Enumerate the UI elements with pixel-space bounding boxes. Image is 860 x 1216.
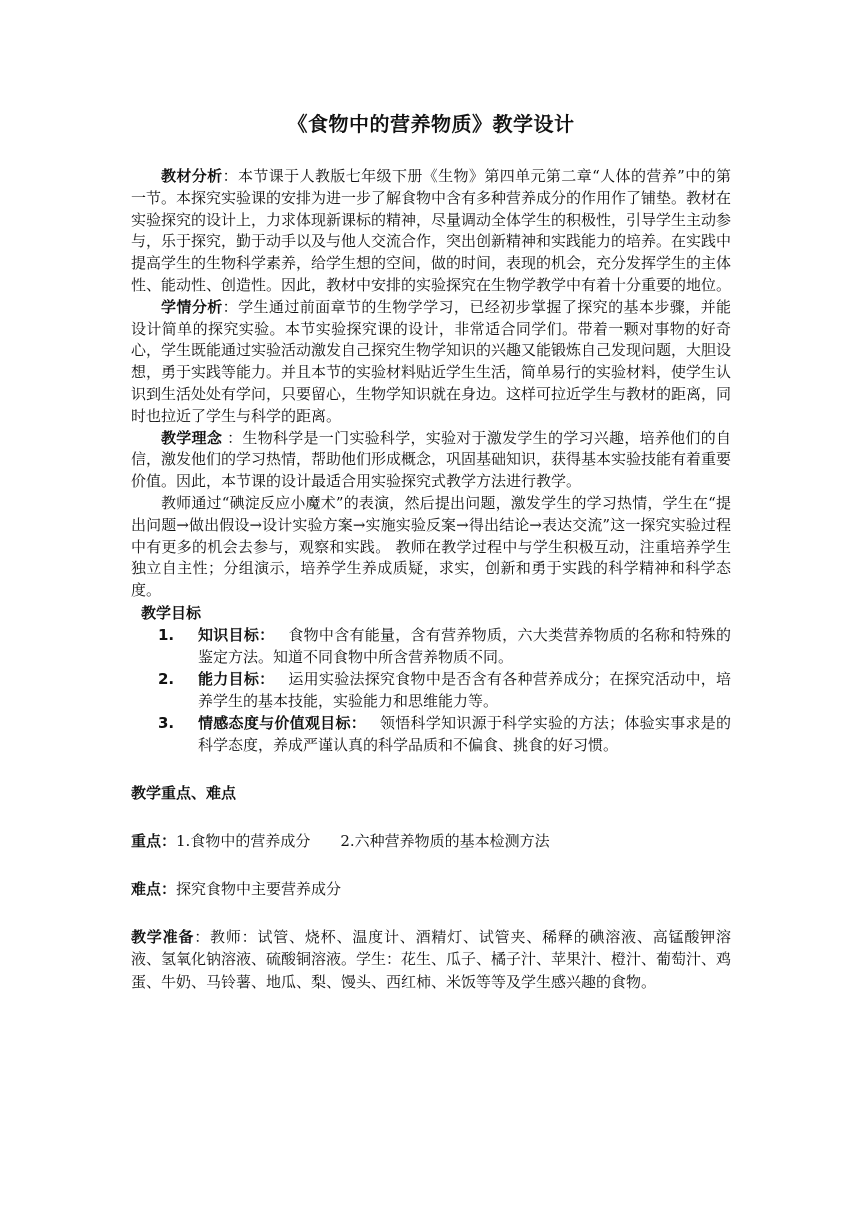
key-points-line: [131, 830, 731, 852]
key-point-item: 1.食物中的营养成分: [176, 831, 311, 850]
document-title: 《食物中的营养物质》教学设计: [287, 112, 575, 136]
objective-item-emotion: [131, 712, 731, 756]
objective-item-ability: [131, 668, 731, 712]
objective-number: 3.: [158, 713, 175, 732]
key-points-heading: 教学重点、难点: [131, 783, 237, 802]
objective-label: 知识目标：: [198, 625, 275, 644]
difficulties-label: 难点：: [131, 879, 177, 898]
objective-text: 领悟科学知识源于科学实验的方法；体验实事求是的科学态度，养成严谨认真的科学品质和不偏食、挑食的好习惯。: [198, 713, 731, 754]
document-page: [131, 110, 731, 993]
difficulties-text: 探究食物中主要营养成分: [176, 879, 342, 898]
teaching-philosophy-text: ：生物科学是一门实验科学，实验对于激发学生的学习兴趣，培养他们的自信，激发他们的学习热情，帮助他们形成概念，巩固基础知识，获得基本实验技能有着重要价值。因此，本节课的设计最适合用实验探究式教学方法进行教学。: [131, 428, 732, 491]
objective-item-knowledge: [131, 624, 731, 668]
textbook-analysis-label: 教材分析: [161, 167, 223, 185]
objective-number: 1.: [158, 625, 175, 644]
objective-text: 运用实验法探究食物中是否含有各种营养成分；在探究活动中，培养学生的基本技能，实验能力和思维能力等。: [198, 669, 731, 710]
difficulties-line: [131, 878, 731, 900]
objectives-heading: 教学目标: [141, 603, 202, 622]
textbook-analysis-text: ：本节课于人教版七年级下册《生物》第四单元第二章“人体的营养”中的第一节。本探究实验课的安排为进一步了解食物中含有多种营养成分的作用作了铺垫。教材在实验探究的设计上，力求体现新课标的精神，尽量调动全体学生的积极性，引导学生主动参与，乐于探究，勤于动手以及与他人交流合作，突出创新精神和实践能力的培养。在实践中提高学生的生物科学素养，给学生想的空间，做的时间，表现的机会，充分发挥学生的主体性、能动性、创造性。因此，教材中安排的实验探究在生物学教学中有着十分重要的地位。: [131, 167, 732, 294]
objective-text: 食物中含有能量，含有营养物质，六大类营养物质的名称和特殊的鉴定方法。知道不同食物中所含营养物质不同。: [198, 625, 731, 666]
objective-number: 2.: [158, 669, 175, 688]
student-analysis-label: 学情分析: [161, 297, 223, 316]
objective-label: 能力目标：: [198, 669, 275, 688]
preparation-paragraph: [131, 926, 731, 993]
key-point-item: 2.六种营养物质的基本检测方法: [340, 831, 550, 850]
preparation-text: ：教师：试管、烧杯、温度计、酒精灯、试管夹、稀释的碘溶液、高锰酸钾溶液、氢氧化钠溶液、硫酸铜溶液。学生：花生、瓜子、橘子汁、苹果汁、橙汁、葡萄汁、鸡蛋、牛奶、马铃薯、地瓜、梨、馒头、西红柿、米饭等等及学生感兴趣的食物。: [131, 927, 732, 991]
textbook-analysis-paragraph: [131, 166, 731, 297]
objectives-list: [131, 624, 731, 756]
teaching-flow-paragraph: 教师通过“碘淀反应小魔术”的表演，然后提出问题，激发学生的学习热情，学生在“提出问题→做出假设→设计实验方案→实施实验反案→得出结论→表达交流”这一探究实验过程中有更多的机会去参与，观察和实践。 教师在教学过程中与学生积极互动，注重培养学生独立自主性；分组演示，培养学生养成质疑，求实，创新和勇于实践的科学精神和科学态度。: [131, 493, 731, 600]
preparation-label: 教学准备: [131, 927, 195, 946]
student-analysis-text: ：学生通过前面章节的生物学学习，已经初步掌握了探究的基本步骤，并能设计简单的探究实验。本节实验探究课的设计，非常适合同学们。带着一颗对事物的好奇心，学生既能通过实验活动激发自己探究生物学知识的兴趣又能锻炼自己发现问题，大胆设想，勇于实践等能力。并且本节的实验材料贴近学生生活，简单易行的实验材料，使学生认识到生活处处有学问，只要留心，生物学知识就在身边。这样可拉近学生与教材的距离，同时也拉近了学生与科学的距离。: [131, 297, 732, 425]
teaching-philosophy-label: 教学理念: [161, 428, 223, 447]
objective-label: 情感态度与价值观目标：: [198, 713, 366, 732]
teaching-philosophy-paragraph: [131, 428, 731, 493]
key-points-label: 重点：: [131, 831, 177, 850]
student-analysis-paragraph: [131, 297, 731, 428]
